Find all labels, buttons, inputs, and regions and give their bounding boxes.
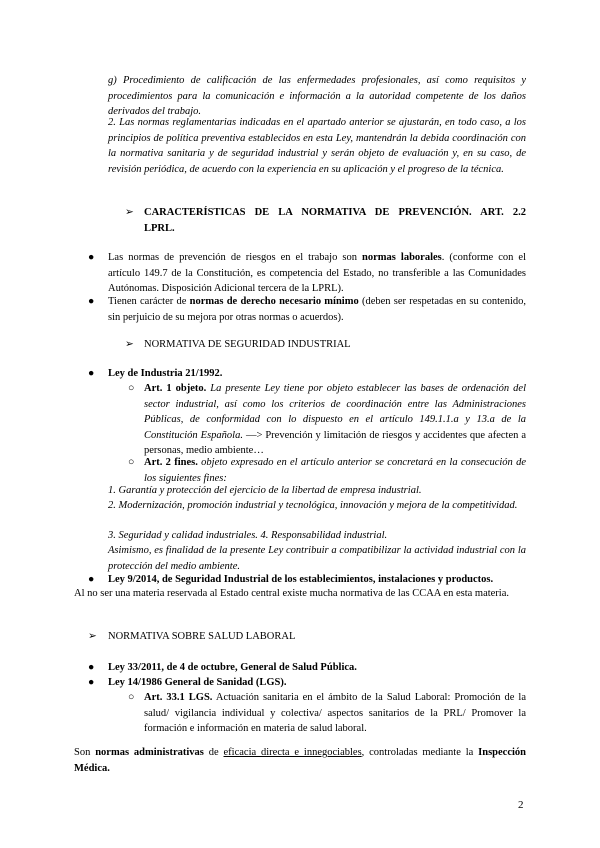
arrow-bullet-icon: ➢ <box>125 207 134 218</box>
fin-1: 1. Garantía y protección del ejercicio de la libertad de empresa industrial. <box>108 485 422 496</box>
list-item-ley-9-2014: Ley 9/2014, de Seguridad Industrial de los establecimientos, instalaciones y productos. <box>108 574 494 585</box>
list-item-normas-laborales: Las normas de prevención de riesgos en el trabajo son normas laborales. (conforme con el artículo 149.7 de la Constitución, es competencia del Estado, no transferible a las Comunidades Autónomas. Disposición Adicional tercera de la LPRL). <box>108 252 526 295</box>
bullet-icon: ● <box>88 296 95 307</box>
section-heading-caracteristicas: CARACTERÍSTICAS DE LA NORMATIVA DE PREVENCIÓN. ART. 2.2 LPRL. <box>144 207 526 234</box>
sub-bullet-icon: ○ <box>128 457 135 468</box>
intro-item-2: 2. Las normas reglamentarias indicadas en el apartado anterior se ajustarán, en todo caso, a los principios de política preventiva establecidos en esta Ley, mantendrán la debida coordinación con la normativa sanitaria y de seguridad industrial y serán objeto de evaluación y, en su caso, de revisión periódica, de acuerdo con la experiencia en su aplicación y el progreso de la técnica. <box>108 117 526 175</box>
fin-2: 2. Modernización, promoción industrial y tecnológica, innovación y mejora de la competitividad. <box>108 500 518 511</box>
intro-item-g: g) Procedimiento de calificación de las enfermedades profesionales, así como requisitos y procedimientos para la comunicación e información a la autoridad competente de los daños derivados del trabajo. <box>108 75 526 118</box>
fin-3-4: 3. Seguridad y calidad industriales. 4. Responsabilidad industrial. <box>108 530 388 541</box>
closing-paragraph: Son normas administrativas de eficacia directa e innegociables, controladas mediante la Inspección Médica. <box>74 747 526 774</box>
bullet-icon: ● <box>88 662 95 673</box>
bullet-icon: ● <box>88 574 95 585</box>
bullet-icon: ● <box>88 252 95 263</box>
page-number: 2 <box>518 799 524 811</box>
list-item-art-33-1-lgs: Art. 33.1 LGS. Actuación sanitaria en el ámbito de la Salud Laboral: Promoción de la salud/ vigilancia individual y colectiva/ aspectos sanitarios de la PRL/ Promover la formación e información en materia de salud laboral. <box>144 692 527 735</box>
arrow-bullet-icon: ➢ <box>88 631 97 642</box>
list-item-ley-14-1986: Ley 14/1986 General de Sanidad (LGS). <box>108 677 287 688</box>
list-item-art1-objeto: Art. 1 objeto. La presente Ley tiene por objeto establecer las bases de ordenación del sector industrial, así como los criterios de coordinación entre las Administraciones Públicas, de conformidad con lo dispuesto en el artículo 149.1.1.a y 13.a de la Constitución Española. —> Prevención y limitación de riesgos y accidentes que afecten a personas, medio ambiente… <box>144 383 527 457</box>
sub-bullet-icon: ○ <box>128 692 135 703</box>
bullet-icon: ● <box>88 677 95 688</box>
section-heading-seguridad-industrial: NORMATIVA DE SEGURIDAD INDUSTRIAL <box>144 339 351 350</box>
list-item-ley-33-2011: Ley 33/2011, de 4 de octubre, General de Salud Pública. <box>108 662 357 673</box>
bullet-icon: ● <box>88 368 95 379</box>
list-item-art2-fines: Art. 2 fines. objeto expresado en el artículo anterior se concretará en la consecución de los siguientes fines: <box>144 457 526 484</box>
list-item-ley-industria: Ley de Industria 21/1992. <box>108 368 223 379</box>
ccaa-note: Al no ser una materia reservada al Estado central existe mucha normativa de las CCAA en esta materia. <box>74 588 510 599</box>
sub-bullet-icon: ○ <box>128 383 135 394</box>
asimismo-paragraph: Asimismo, es finalidad de la presente Ley contribuir a compatibilizar la actividad industrial con la protección del medio ambiente. <box>108 545 526 572</box>
section-heading-salud-laboral: NORMATIVA SOBRE SALUD LABORAL <box>108 631 296 642</box>
list-item-derecho-necesario: Tienen carácter de normas de derecho necesario mínimo (deben ser respetadas en su contenido, sin perjuicio de su mejora por otras normas o acuerdos). <box>108 296 526 323</box>
arrow-bullet-icon: ➢ <box>125 339 134 350</box>
